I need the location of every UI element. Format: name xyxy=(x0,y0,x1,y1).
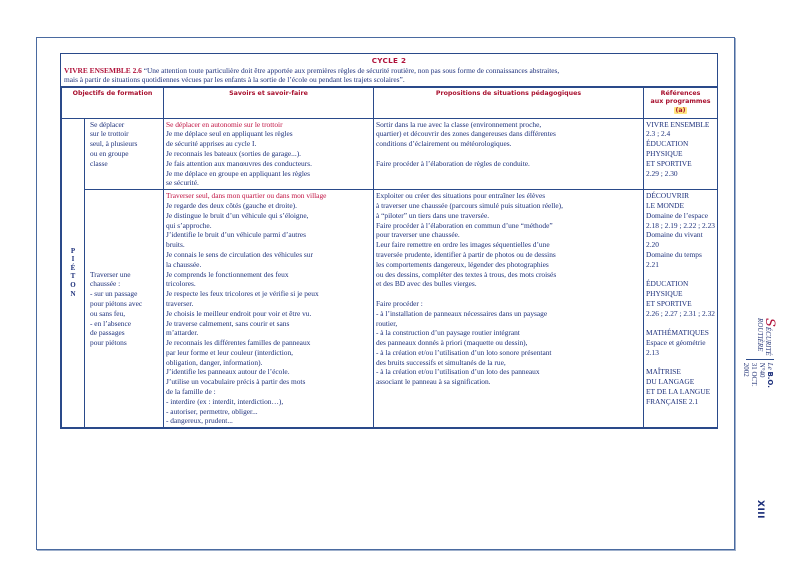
col-header-references-line1: Références xyxy=(660,89,701,97)
savoir-line: Je regarde des deux côtés (gauche et droite). xyxy=(166,200,297,210)
reference-line: 2.18 ; 2.19 ; 2.22 ; 2.23 xyxy=(646,220,715,230)
table-header xyxy=(61,54,717,87)
proposition-line: - à la création et/ou l’utilisation d’un loto des panneaux xyxy=(376,367,540,377)
reference-line: ET DE LA LANGUE xyxy=(646,387,711,397)
proposition-line: Faire procéder à l’élaboration de règles de conduite. xyxy=(376,158,530,168)
table-row xyxy=(62,190,718,428)
section-label-letter: É xyxy=(70,263,76,272)
col-header-objectifs: Objectifs de formation xyxy=(62,87,164,118)
reference-line: DÉCOUVRIR xyxy=(646,191,690,201)
reference-line: ÉDUCATION xyxy=(646,139,689,149)
reference-line: PHYSIQUE xyxy=(646,289,683,299)
savoirs-cell xyxy=(164,190,374,428)
proposition-line xyxy=(376,149,641,159)
note-a-link[interactable]: (a) xyxy=(675,106,686,114)
reference-line: 2.26 ; 2.27 ; 2.31 ; 2.32 xyxy=(646,308,715,318)
proposition-line: pour traverser une chaussée. xyxy=(376,230,460,240)
proposition-line xyxy=(376,289,641,299)
program-reference: VIVRE ENSEMBLE 2.6 xyxy=(64,65,142,75)
reference-line: PHYSIQUE xyxy=(646,148,683,158)
publication-sidebar xyxy=(742,318,777,488)
savoir-line: Je me déplace seul en appliquant les règles xyxy=(166,129,293,139)
proposition-line: routier, xyxy=(376,318,398,328)
bo-issue: N°40 xyxy=(758,362,766,378)
propositions-cell xyxy=(374,190,644,428)
savoir-line: se sécurité. xyxy=(166,178,199,188)
savoir-line: J’identifie le bruit d’un véhicule parmi d’autres xyxy=(166,230,306,240)
reference-line: ET SPORTIVE xyxy=(646,158,692,168)
bo-prefix: Le xyxy=(766,362,774,370)
objective-line: - sur un passage xyxy=(90,289,138,299)
references-cell xyxy=(644,118,718,190)
reference-line: ET SPORTIVE xyxy=(646,298,692,308)
objective-line: - en l’absence xyxy=(90,318,132,328)
proposition-line: quartier) et découvrir des zones dangereuses dans différentes xyxy=(376,129,556,139)
reference-line: FRANÇAISE 2.1 xyxy=(646,396,699,406)
intro-quote xyxy=(64,66,714,85)
proposition-line: - à la création et/ou l’utilisation d’un loto sonore présentant xyxy=(376,347,552,357)
savoir-line: de sécurité apprises au cycle I. xyxy=(166,139,257,149)
proposition-line: des bruits successifs et simultanés de la rue, xyxy=(376,357,506,367)
proposition-line: ou des dessins, compléter des textes à trous, des mots croisés xyxy=(376,269,557,279)
bo-year: 2002 xyxy=(742,362,750,377)
proposition-line: Sortir dans la rue avec la classe (environnement proche, xyxy=(376,119,542,129)
proposition-line: associant le panneau à sa signification. xyxy=(376,377,491,387)
section-label-letter: P xyxy=(70,246,76,255)
savoir-line: bruits. xyxy=(166,240,185,250)
col-header-references xyxy=(644,87,718,118)
column-header-row xyxy=(62,87,718,118)
objective-line: pour piétons xyxy=(90,338,127,348)
savoirs-title: Traverser seul, dans mon quartier ou dans mon village xyxy=(166,191,327,201)
proposition-line: et des BD avec des bulles vierges. xyxy=(376,279,477,289)
section-label-letter: N xyxy=(70,289,76,298)
proposition-line: à “piloter” un tiers dans une traversée. xyxy=(376,210,490,220)
objective-cell xyxy=(85,190,164,428)
reference-line: Espace et géométrie xyxy=(646,338,706,348)
col-header-savoirs: Savoirs et savoir-faire xyxy=(164,87,374,118)
objectives-table xyxy=(61,87,718,428)
objective-line: ou en groupe xyxy=(90,148,129,158)
reference-line: MAÎTRISE xyxy=(646,367,681,377)
savoir-line: Je respecte les feux tricolores et je vérifie si je peux xyxy=(166,289,319,299)
page-number xyxy=(753,500,767,520)
col-header-propositions: Propositions de situations pédagogiques xyxy=(374,87,644,118)
proposition-line: Faire procéder à l’élaboration en commun d’une “méthode” xyxy=(376,220,553,230)
table-row xyxy=(62,118,718,190)
reference-line: 2.21 xyxy=(646,259,659,269)
page-number-text: XIII xyxy=(755,500,765,519)
objective-line: pour piétons avec xyxy=(90,298,143,308)
savoir-line: par leur forme et leur couleur (interdiction, xyxy=(166,347,294,357)
title-line-2: ROUTIÈRE xyxy=(756,318,764,352)
quote-line-2: mais à partir de situations quotidiennes vécues par les enfants à la sortie de l’école ou pendant les trajets scolaires”. xyxy=(64,75,405,85)
savoir-line: J’identifie les panneaux autour de l’école. xyxy=(166,367,290,377)
savoir-line: Je traverse calmement, sans courir et sans xyxy=(166,318,290,328)
savoir-line: - autoriser, permettre, obliger... xyxy=(166,406,258,416)
savoir-line: Je fais attention aux manœuvres des conducteurs. xyxy=(166,158,312,168)
savoir-line: J’utilise un vocabulaire précis à partir des mots xyxy=(166,377,306,387)
reference-line: Domaine du vivant xyxy=(646,230,703,240)
savoir-line: Je me déplace en groupe en appliquant les règles xyxy=(166,168,311,178)
reference-line: MATHÉMATIQUES xyxy=(646,328,709,338)
reference-line: 2.20 xyxy=(646,240,659,250)
objective-line: Se déplacer xyxy=(90,119,125,129)
reference-line: 2.3 ; 2.4 xyxy=(646,129,671,139)
reference-line: VIVRE ENSEMBLE xyxy=(646,119,710,129)
reference-line xyxy=(646,358,715,368)
savoir-line: qui s’approche. xyxy=(166,220,212,230)
section-label-letter: I xyxy=(71,255,75,264)
proposition-line: des panneaux donnés à priori (maquette ou dessin), xyxy=(376,338,528,348)
objective-cell xyxy=(85,118,164,190)
proposition-line: traversée prudente, identifier à partir de photos ou de dessins xyxy=(376,249,556,259)
savoirs-cell xyxy=(164,118,374,190)
savoirs-title: Se déplacer en autonomie sur le trottoir xyxy=(166,119,283,129)
bo-date: 31 OCT. xyxy=(750,362,758,387)
proposition-line: conditions d’éclairement ou météorologiques. xyxy=(376,139,512,149)
title-rest: ÉCURITÉ xyxy=(764,326,772,356)
reference-line xyxy=(646,270,715,280)
objective-line: classe xyxy=(90,158,108,168)
proposition-line: Faire procéder : xyxy=(376,298,423,308)
proposition-line: à traverser une chaussée (parcours simulé puis situation réelle), xyxy=(376,200,563,210)
savoir-line: Je reconnais les différentes familles de panneaux xyxy=(166,338,311,348)
reference-line: 2.29 ; 2.30 xyxy=(646,168,678,178)
savoir-line: tricolores. xyxy=(166,279,196,289)
savoir-line: traverser. xyxy=(166,298,194,308)
savoir-line: Je comprends le fonctionnement des feux xyxy=(166,269,289,279)
propositions-cell xyxy=(374,118,644,190)
objective-line: seul, à plusieurs xyxy=(90,139,138,149)
col-header-references-line2: aux programmes xyxy=(650,98,711,106)
section-label-pieton xyxy=(62,118,85,428)
objective-line: chaussée : xyxy=(90,279,121,289)
reference-line: LE MONDE xyxy=(646,200,684,210)
bo-label: B.O. xyxy=(766,371,774,388)
objective-line: Traverser une xyxy=(90,269,131,279)
references-cell xyxy=(644,190,718,428)
title-initial: S xyxy=(762,318,777,327)
proposition-line: - à l’installation de panneaux nécessaires dans un paysage xyxy=(376,308,548,318)
publication-title xyxy=(756,318,777,356)
section-label-letter: T xyxy=(70,272,76,281)
cycle-title: CYCLE 2 xyxy=(371,56,407,65)
savoir-line: - interdire (ex : interdit, interdiction…), xyxy=(166,396,284,406)
proposition-line: - à la construction d’un paysage routier intégrant xyxy=(376,328,520,338)
savoir-line: la chaussée. xyxy=(166,259,202,269)
bo-info xyxy=(742,363,774,388)
savoir-line: de la famille de : xyxy=(166,387,216,397)
savoir-line: Je distingue le bruit d’un véhicule qui s’éloigne, xyxy=(166,210,309,220)
savoir-line: - dangereux, prudent... xyxy=(166,416,233,426)
savoir-line: Je reconnais les bateaux (sorties de garage...). xyxy=(166,148,302,158)
reference-line: DU LANGAGE xyxy=(646,377,695,387)
reference-line: Domaine du temps xyxy=(646,249,702,259)
objective-line: sur le trottoir xyxy=(90,129,129,139)
quote-line-1: “Une attention toute particulière doit être apportée aux premières règles de sécurité routière, non pas sous forme de connaissances abstraites, xyxy=(143,65,560,75)
curriculum-table xyxy=(60,53,718,429)
reference-line: ÉDUCATION xyxy=(646,279,689,289)
section-label-letter: O xyxy=(70,281,76,289)
reference-line: Domaine de l’espace xyxy=(646,210,708,220)
reference-line: 2.13 xyxy=(646,347,659,357)
objective-line: de passages xyxy=(90,328,125,338)
proposition-line: Leur faire remettre en ordre les images séquentielles d’une xyxy=(376,240,550,250)
savoir-line: Je choisis le meilleur endroit pour voir et être vu. xyxy=(166,308,312,318)
sidebar-divider xyxy=(746,359,774,360)
savoir-line: m’attarder. xyxy=(166,328,199,338)
reference-line xyxy=(646,319,715,329)
proposition-line: Exploiter ou créer des situations pour entraîner les élèves xyxy=(376,191,546,201)
objective-line: ou sans feu, xyxy=(90,308,126,318)
savoir-line: Je connais le sens de circulation des véhicules sur xyxy=(166,249,313,259)
savoir-line: obligation, danger, information). xyxy=(166,357,263,367)
proposition-line: les comportements dangereux, légender des photographies xyxy=(376,259,549,269)
